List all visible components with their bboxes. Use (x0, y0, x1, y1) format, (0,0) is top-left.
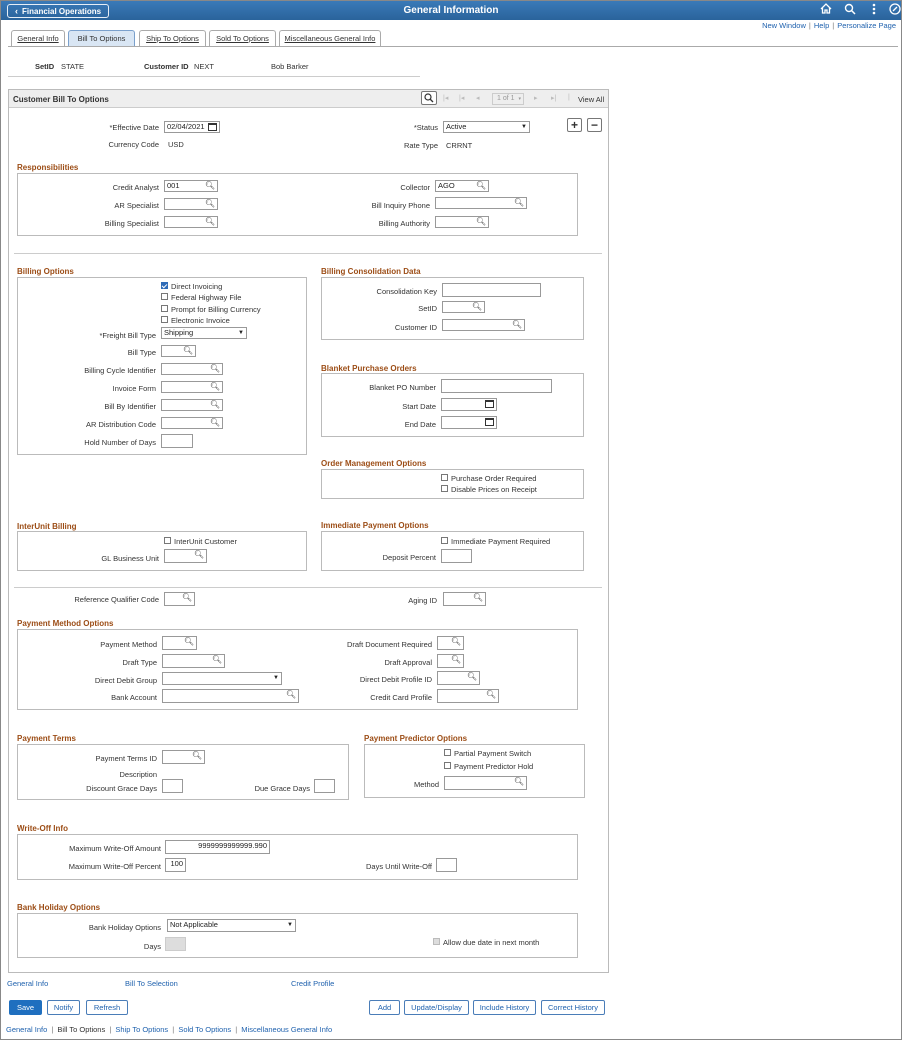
hold-number-days-label: Hold Number of Days (84, 438, 156, 447)
lookup-icon[interactable]: 🔍︎ (191, 751, 202, 760)
chevron-down-icon: ▼ (521, 124, 527, 130)
payment-terms-id-input[interactable] (162, 750, 205, 764)
due-grace-days-label: Due Grace Days (254, 784, 310, 793)
customer-name: Bob Barker (271, 62, 309, 71)
lookup-icon[interactable]: 🔍︎ (485, 690, 496, 699)
personalize-page-link[interactable]: Personalize Page (837, 21, 896, 30)
federal-highway-checkbox[interactable] (161, 293, 168, 300)
update-display-button[interactable]: Update/Display (404, 1000, 469, 1015)
disable-prices-checkbox[interactable] (441, 485, 448, 492)
predictor-method-input[interactable] (444, 776, 527, 790)
direct-debit-group-select[interactable] (162, 672, 282, 685)
bank-account-input[interactable] (162, 689, 299, 703)
grid-search-button[interactable] (421, 91, 437, 105)
separator: | (51, 1025, 54, 1034)
bank-holiday-days-label: Days (143, 942, 161, 951)
freight-bill-type-value: Shipping (164, 328, 194, 337)
max-writeoff-percent-input[interactable]: 100 (165, 858, 186, 872)
chevron-down-icon: ▼ (273, 675, 279, 681)
consolidation-customer-id-input[interactable] (442, 319, 525, 331)
status-select[interactable] (443, 121, 530, 133)
lookup-icon[interactable]: 🔍︎ (181, 593, 192, 602)
interunit-billing-box (17, 531, 307, 571)
write-off-box (17, 834, 578, 880)
max-writeoff-amount-input[interactable]: 9999999999999.990 (165, 840, 270, 854)
grid-title: Customer Bill To Options (13, 95, 109, 104)
tab-general-info[interactable]: General Info (11, 30, 65, 47)
first-row-icon[interactable]: |◂ (443, 95, 449, 102)
first-page-icon[interactable]: |◂ (459, 95, 465, 102)
lookup-icon[interactable]: 🔍︎ (211, 655, 222, 664)
electronic-invoice-checkbox[interactable] (161, 316, 168, 323)
divider (8, 76, 420, 77)
bill-inquiry-phone-label: Bill Inquiry Phone (371, 201, 430, 210)
deposit-percent-label: Deposit Percent (382, 553, 436, 562)
max-writeoff-percent-label: Maximum Write-Off Percent (68, 862, 161, 871)
billing-authority-label: Billing Authority (378, 219, 430, 228)
draft-document-required-label: Draft Document Required (346, 640, 432, 649)
credit-analyst-value: 001 (167, 181, 180, 190)
chevron-down-icon: ▼ (287, 922, 293, 928)
end-date-label: End Date (404, 420, 436, 429)
responsibilities-title: Responsibilities (17, 163, 79, 172)
ar-distribution-code-label: AR Distribution Code (85, 420, 156, 429)
bank-account-label: Bank Account (111, 693, 157, 702)
bank-holiday-options-value: Not Applicable (170, 920, 218, 929)
invoice-form-input[interactable] (161, 381, 223, 393)
invoice-form-label: Invoice Form (112, 384, 156, 393)
bank-holiday-options-label: Bank Holiday Options (88, 923, 161, 932)
draft-approval-label: Draft Approval (384, 658, 432, 667)
days-until-writeoff-input[interactable] (436, 858, 457, 872)
bottom-bill-to-options-current: Bill To Options (57, 1025, 106, 1034)
collector-label: Collector (400, 183, 430, 192)
max-writeoff-amount-label: Maximum Write-Off Amount (69, 844, 161, 853)
effective-date-label: *Effective Date (109, 123, 159, 132)
status-value: Active (446, 122, 467, 131)
start-date-input[interactable] (441, 398, 497, 411)
currency-code-value: USD (168, 140, 184, 149)
view-all-link[interactable]: View All (578, 95, 605, 104)
immediate-payment-required-label: Immediate Payment Required (451, 537, 551, 546)
calendar-icon[interactable] (485, 400, 494, 408)
bill-by-identifier-label: Bill By Identifier (104, 402, 156, 411)
separator: | (808, 21, 811, 30)
billing-specialist-input[interactable] (164, 216, 218, 228)
consolidation-setid-label: SetID (418, 304, 437, 313)
divider (14, 253, 602, 254)
lookup-icon[interactable]: 🔍︎ (209, 418, 220, 427)
save-button[interactable]: Save (9, 1000, 42, 1015)
help-link[interactable]: Help (813, 21, 830, 30)
add-button[interactable]: Add (369, 1000, 400, 1015)
predictor-method-label: Method (413, 780, 439, 789)
billing-cycle-label: Billing Cycle Identifier (84, 366, 156, 375)
correct-history-button[interactable]: Correct History (541, 1000, 605, 1015)
prompt-billing-currency-checkbox[interactable] (161, 305, 168, 312)
lookup-icon[interactable]: 🔍︎ (285, 690, 296, 699)
purchase-order-required-checkbox[interactable] (441, 474, 448, 481)
credit-card-profile-input[interactable] (437, 689, 499, 703)
allow-due-date-next-month-label: Allow due date in next month (443, 938, 540, 947)
direct-debit-profile-label: Direct Debit Profile ID (359, 675, 432, 684)
discount-grace-days-label: Discount Grace Days (86, 784, 157, 793)
lookup-icon[interactable]: 🔍︎ (475, 217, 486, 226)
customer-id-label: Customer ID (144, 62, 189, 71)
bill-inquiry-phone-input[interactable] (435, 197, 527, 209)
footer-bill-to-selection-link[interactable]: Bill To Selection (125, 979, 178, 988)
immediate-payment-title: Immediate Payment Options (321, 521, 429, 530)
search-icon (422, 92, 436, 104)
refresh-button[interactable]: Refresh (86, 1000, 128, 1015)
next-icon[interactable]: ▸ (534, 95, 538, 102)
home-icon[interactable] (818, 3, 834, 18)
aging-id-input[interactable] (443, 592, 486, 606)
row-pager-select[interactable]: 1 of 1 ▾ (492, 93, 524, 105)
lookup-icon[interactable]: 🔍︎ (450, 637, 461, 646)
status-label: *Status (413, 123, 438, 132)
pager-text: 1 of 1 (497, 95, 515, 102)
lookup-icon[interactable]: 🔍︎ (204, 181, 215, 190)
lookup-icon[interactable]: 🔍︎ (511, 320, 522, 329)
draft-document-required-input[interactable] (437, 636, 464, 650)
bottom-tab-links (6, 1025, 332, 1034)
aging-id-label: Aging ID (408, 596, 437, 605)
reference-qualifier-label: Reference Qualifier Code (74, 595, 159, 604)
setid-label: SetID (35, 62, 55, 71)
due-grace-days-input[interactable] (314, 779, 335, 793)
discount-grace-days-input[interactable] (162, 779, 183, 793)
tab-divider (8, 46, 898, 47)
lookup-icon[interactable]: 🔍︎ (513, 777, 524, 786)
top-header-bar (1, 1, 901, 20)
collector-value: AGO (438, 181, 455, 190)
rate-type-label: Rate Type (403, 141, 438, 150)
payment-method-input[interactable] (162, 636, 197, 650)
customer-id-value: NEXT (194, 62, 215, 71)
lookup-icon[interactable]: 🔍︎ (450, 655, 461, 664)
actions-menu-icon[interactable] (866, 3, 882, 18)
bottom-misc-general-info-link[interactable]: Miscellaneous General Info (241, 1025, 333, 1034)
consolidation-key-label: Consolidation Key (376, 287, 437, 296)
lookup-icon[interactable]: 🔍︎ (183, 637, 194, 646)
gl-business-unit-input[interactable] (164, 549, 207, 563)
purchase-order-required-label: Purchase Order Required (451, 474, 537, 483)
interunit-customer-checkbox[interactable] (164, 537, 171, 544)
lookup-icon[interactable]: 🔍︎ (513, 198, 524, 207)
notify-button[interactable]: Notify (47, 1000, 80, 1015)
payment-predictor-hold-checkbox[interactable] (444, 762, 451, 769)
bill-by-identifier-input[interactable] (161, 399, 223, 411)
allow-due-date-next-month-checkbox (433, 938, 440, 945)
chevron-left-icon: ‹ (15, 6, 18, 16)
payment-predictor-hold-label: Payment Predictor Hold (454, 762, 534, 771)
page-links (762, 21, 896, 30)
footer-general-info-link[interactable]: General Info (7, 979, 49, 988)
billing-options-title: Billing Options (17, 267, 74, 276)
federal-highway-label: Federal Highway File (171, 293, 242, 302)
payment-method-title: Payment Method Options (17, 619, 114, 628)
tab-sold-to-options[interactable]: Sold To Options (209, 30, 276, 47)
lookup-icon[interactable]: 🔍︎ (475, 181, 486, 190)
delete-row-button[interactable]: − (587, 118, 602, 132)
gl-business-unit-label: GL Business Unit (101, 554, 159, 563)
bottom-general-info-link[interactable]: General Info (6, 1025, 48, 1034)
navbar-icon[interactable] (889, 3, 901, 18)
ar-specialist-input[interactable] (164, 198, 218, 210)
last-row-icon[interactable]: | (568, 94, 570, 101)
electronic-invoice-label: Electronic Invoice (171, 316, 230, 325)
reference-qualifier-input[interactable] (164, 592, 195, 606)
bank-holiday-options-select[interactable] (167, 919, 296, 932)
lookup-icon[interactable]: 🔍︎ (209, 364, 220, 373)
separator: | (235, 1025, 238, 1034)
lookup-icon[interactable]: 🔍︎ (472, 593, 483, 602)
effective-date-value: 02/04/2021 (167, 122, 205, 131)
immediate-payment-required-checkbox[interactable] (441, 537, 448, 544)
direct-debit-group-label: Direct Debit Group (94, 676, 157, 685)
effective-date-input[interactable] (164, 121, 220, 133)
billing-authority-input[interactable] (435, 216, 489, 228)
lookup-icon[interactable]: 🔍︎ (466, 672, 477, 681)
include-history-button[interactable]: Include History (473, 1000, 536, 1015)
ar-distribution-code-input[interactable] (161, 417, 223, 429)
lookup-icon[interactable]: 🔍︎ (471, 302, 482, 311)
chevron-down-icon: ▼ (238, 330, 244, 336)
direct-invoicing-checkbox[interactable] (161, 282, 168, 289)
separator: | (109, 1025, 112, 1034)
description-label: Description (119, 770, 157, 779)
tab-miscellaneous-general-info[interactable]: Miscellaneous General Info (279, 30, 381, 47)
order-management-title: Order Management Options (321, 459, 427, 468)
lookup-icon[interactable]: 🔍︎ (204, 217, 215, 226)
draft-type-input[interactable] (162, 654, 225, 668)
hold-number-days-input[interactable] (161, 434, 193, 448)
billing-cycle-input[interactable] (161, 363, 223, 375)
back-button-label: Financial Operations (22, 7, 102, 16)
separator: | (832, 21, 835, 30)
billing-consolidation-title: Billing Consolidation Data (321, 267, 421, 276)
collector-input[interactable] (435, 180, 489, 192)
days-until-writeoff-label: Days Until Write-Off (366, 862, 432, 871)
freight-bill-type-select[interactable] (161, 327, 247, 339)
payment-predictor-title: Payment Predictor Options (364, 734, 468, 743)
blanket-po-number-input[interactable] (441, 379, 552, 393)
lookup-icon[interactable]: 🔍︎ (182, 346, 193, 355)
calendar-icon[interactable] (208, 123, 217, 131)
lookup-icon[interactable]: 🔍︎ (204, 199, 215, 208)
bank-holiday-box (17, 913, 578, 958)
tab-ship-to-options[interactable]: Ship To Options (139, 30, 206, 47)
interunit-customer-label: InterUnit Customer (174, 537, 237, 546)
add-row-button[interactable]: + (567, 118, 582, 132)
credit-card-profile-label: Credit Card Profile (370, 693, 432, 702)
prompt-billing-currency-label: Prompt for Billing Currency (171, 305, 261, 314)
billing-specialist-label: Billing Specialist (104, 219, 159, 228)
last-page-icon[interactable]: ▸| (551, 95, 557, 102)
previous-icon[interactable]: ◂ (476, 95, 480, 102)
interunit-billing-title: InterUnit Billing (17, 522, 77, 531)
separator: | (172, 1025, 175, 1034)
partial-payment-switch-checkbox[interactable] (444, 749, 451, 756)
credit-analyst-input[interactable] (164, 180, 218, 192)
currency-code-label: Currency Code (108, 140, 159, 149)
end-date-input[interactable] (441, 416, 497, 429)
lookup-icon[interactable]: 🔍︎ (193, 550, 204, 559)
payment-terms-id-label: Payment Terms ID (95, 754, 157, 763)
partial-payment-switch-label: Partial Payment Switch (454, 749, 532, 758)
start-date-label: Start Date (402, 402, 436, 411)
blanket-po-number-label: Blanket PO Number (369, 383, 436, 392)
ar-specialist-label: AR Specialist (114, 201, 159, 210)
direct-debit-profile-input[interactable] (437, 671, 480, 685)
calendar-icon[interactable] (485, 418, 494, 426)
bank-holiday-days-input (165, 937, 186, 951)
bill-type-input[interactable] (161, 345, 196, 357)
divider (14, 587, 602, 588)
blanket-po-title: Blanket Purchase Orders (321, 364, 417, 373)
footer-credit-profile-link[interactable]: Credit Profile (291, 979, 335, 988)
bank-holiday-title: Bank Holiday Options (17, 903, 101, 912)
lookup-icon[interactable]: 🔍︎ (209, 382, 220, 391)
freight-bill-type-label: *Freight Bill Type (99, 331, 156, 340)
page-title: General Information (403, 5, 499, 16)
search-icon[interactable] (842, 3, 858, 18)
draft-approval-input[interactable] (437, 654, 464, 668)
payment-terms-title: Payment Terms (17, 734, 76, 743)
credit-analyst-label: Credit Analyst (112, 183, 159, 192)
new-window-link[interactable]: New Window (762, 21, 806, 30)
direct-invoicing-label: Direct Invoicing (171, 282, 223, 291)
bottom-sold-to-options-link[interactable]: Sold To Options (178, 1025, 232, 1034)
consolidation-setid-input[interactable] (442, 301, 485, 313)
deposit-percent-input[interactable] (441, 549, 472, 563)
tab-bill-to-options[interactable]: Bill To Options (68, 30, 135, 47)
setid-value: STATE (61, 62, 85, 71)
write-off-title: Write-Off Info (17, 824, 68, 833)
draft-type-label: Draft Type (122, 658, 157, 667)
lookup-icon[interactable]: 🔍︎ (209, 400, 220, 409)
rate-type-value: CRRNT (446, 141, 473, 150)
payment-method-label: Payment Method (100, 640, 157, 649)
consolidation-key-input[interactable] (442, 283, 541, 297)
consolidation-customer-id-label: Customer ID (394, 323, 437, 332)
disable-prices-label: Disable Prices on Receipt (451, 485, 537, 494)
bottom-ship-to-options-link[interactable]: Ship To Options (115, 1025, 169, 1034)
bill-type-label: Bill Type (127, 348, 156, 357)
